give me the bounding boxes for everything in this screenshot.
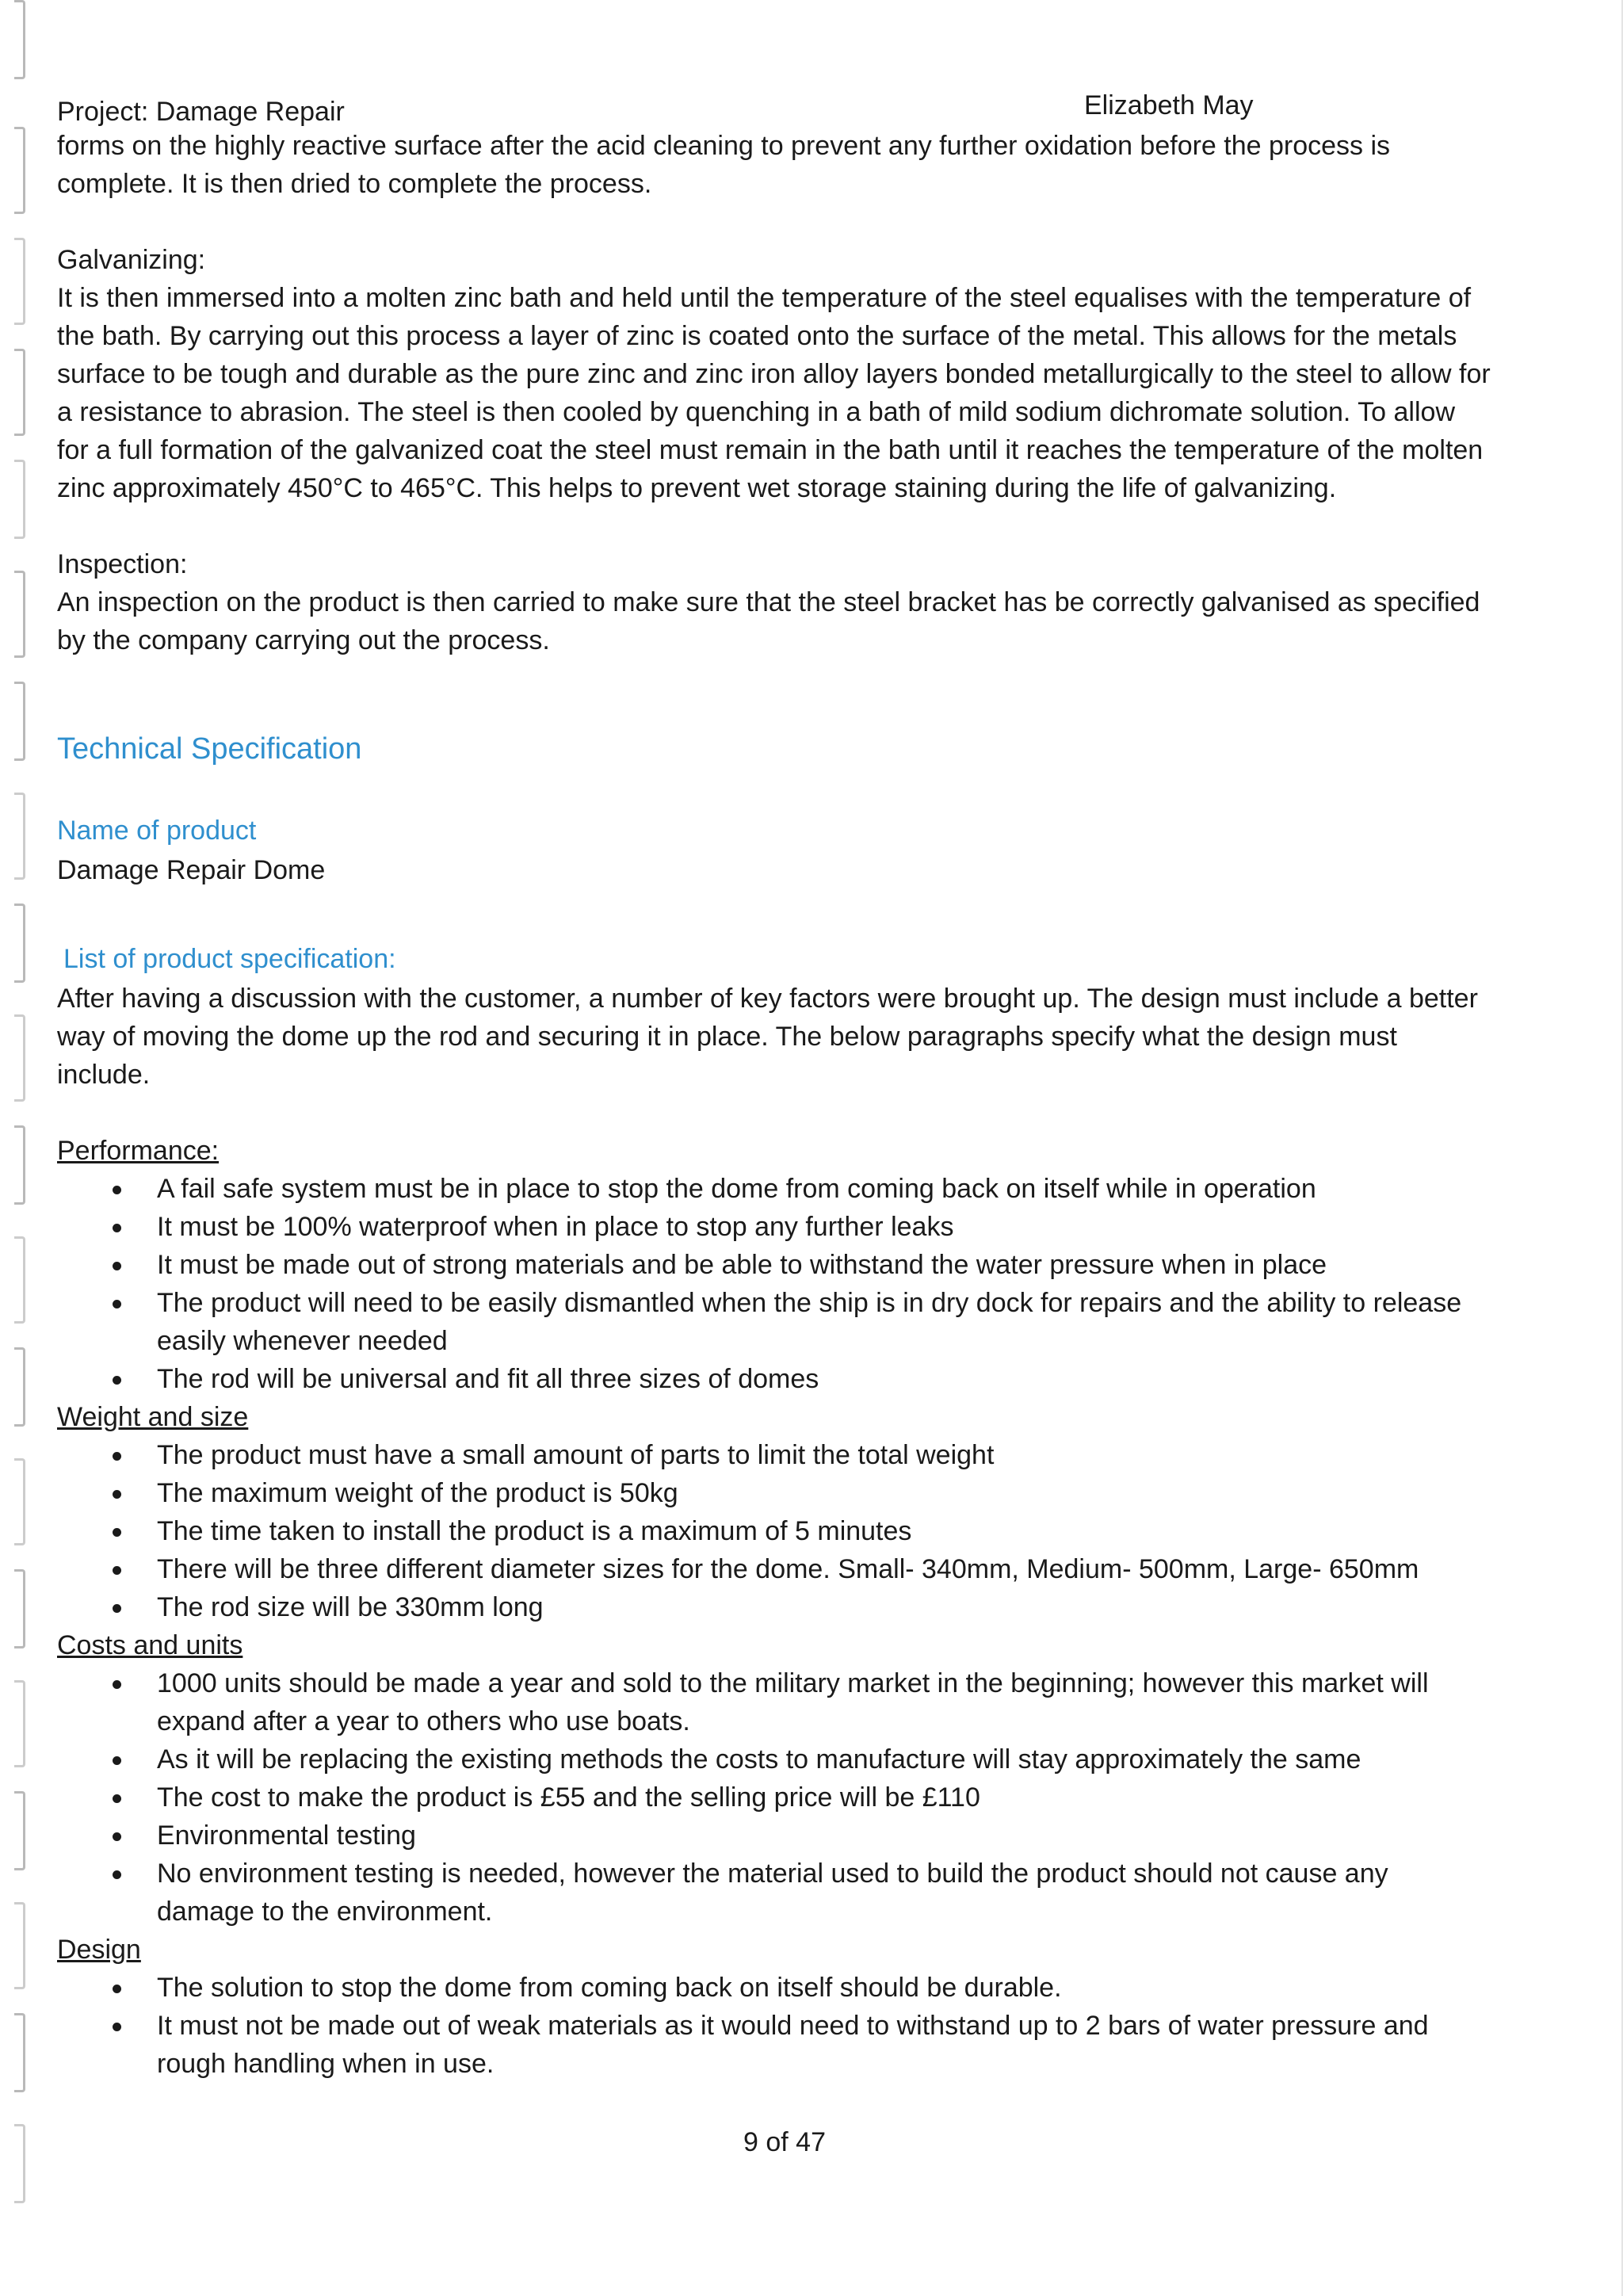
binder-hole-mark [14,571,25,658]
binder-hole-mark [14,682,25,761]
binding-margin [0,0,48,2296]
binder-hole-mark [14,1458,25,1545]
list-item: The cost to make the product is £55 and the selling price will be £110 [113,1778,1491,1817]
bullet-icon [113,1566,121,1575]
binder-hole-mark [14,1125,25,1205]
performance-heading: Performance: [57,1136,220,1166]
list-item: A fail safe system must be in place to stop the dome from coming back on itself while in operation [113,1170,1491,1208]
binder-hole-mark [14,460,25,539]
binder-hole-mark [14,2013,25,2092]
intro-paragraph: forms on the highly reactive surface after the acid cleaning to prevent any further oxidation before the process is complete. It is then dried to complete the process. [57,131,1391,199]
galvanizing-heading: Galvanizing: [57,245,206,275]
binder-hole-mark [14,1902,25,1989]
list-item: It must be 100% waterproof when in place to stop any further leaks [113,1208,1491,1246]
bullet-icon [113,1262,121,1270]
list-item: The rod will be universal and fit all three sizes of domes [113,1360,1491,1398]
binder-hole-mark [14,238,25,325]
weight-and-size-list [57,1436,1491,1626]
page-number: 9 of 47 [743,2127,826,2157]
bullet-icon [113,1756,121,1765]
bullet-icon [113,1452,121,1461]
list-item: The maximum weight of the product is 50kg [113,1474,1491,1512]
specification-intro: After having a discussion with the customer, a number of key factors were brought up. The design must include a better way of moving the dome up the rod and securing it in place. The below paragraphs specify what the design must include. [57,984,1478,1090]
list-item: As it will be replacing the existing methods the costs to manufacture will stay approximately the same [113,1740,1491,1778]
name-of-product-label: Name of product [57,816,257,846]
project-title: Project: Damage Repair [57,97,345,127]
bullet-icon [113,1490,121,1499]
list-item: The rod size will be 330mm long [113,1588,1491,1626]
bullet-icon [113,1680,121,1689]
bullet-icon [113,1300,121,1308]
list-item: The product will need to be easily dismantled when the ship is in dry dock for repairs and the ability to release easily whenever needed [113,1284,1491,1360]
bullet-icon [113,1186,121,1194]
bullet-icon [113,1870,121,1879]
binder-hole-mark [14,1680,25,1767]
bullet-icon [113,1604,121,1613]
inspection-paragraph: An inspection on the product is then carried to make sure that the steel bracket has be correctly galvanised as specified by the company carrying out the process. [57,587,1480,655]
list-item: It must be made out of strong materials and be able to withstand the water pressure when in place [113,1246,1491,1284]
bullet-icon [113,2023,121,2031]
list-item: There will be three different diameter sizes for the dome. Small- 340mm, Medium- 500mm, Large- 650mm [113,1550,1491,1588]
list-item: No environment testing is needed, however the material used to build the product should not cause any damage to the environment. [113,1855,1491,1931]
binder-hole-mark [14,904,25,983]
binder-hole-mark [14,1236,25,1324]
binder-hole-mark [14,1014,25,1102]
list-item: The time taken to install the product is a maximum of 5 minutes [113,1512,1491,1550]
product-specification-label: List of product specification: [63,944,396,974]
costs-and-units-list [57,1664,1491,1931]
binder-hole-mark [14,127,25,214]
bullet-icon [113,1985,121,1993]
performance-list [57,1170,1491,1398]
binder-hole-mark [14,349,25,436]
inspection-heading: Inspection: [57,549,188,579]
list-item: It must not be made out of weak materials as it would need to withstand up to 2 bars of water pressure and rough handling when in use. [113,2007,1491,2083]
technical-specification-heading: Technical Specification [57,732,362,766]
bullet-icon [113,1528,121,1537]
design-list [57,1969,1491,2083]
weight-and-size-heading: Weight and size [57,1402,249,1432]
costs-and-units-heading: Costs and units [57,1630,243,1660]
list-item: The product must have a small amount of parts to limit the total weight [113,1436,1491,1474]
design-heading: Design [57,1935,141,1965]
page-content [57,127,1491,2083]
bullet-icon [113,1224,121,1232]
list-item: The solution to stop the dome from coming back on itself should be durable. [113,1969,1491,2007]
list-item: 1000 units should be made a year and sold to the military market in the beginning; however this market will expand after a year to others who use boats. [113,1664,1491,1740]
bullet-icon [113,1376,121,1385]
galvanizing-paragraph: It is then immersed into a molten zinc bath and held until the temperature of the steel equalises with the temperature of the bath. By carrying out this process a layer of zinc is coated onto the surface of the metal. This allows for the metals surface to be tough and durable as the pure zinc and zinc iron alloy layers bonded metallurgically to the steel to allow for a resistance to abrasion. The steel is then cooled by quenching in a bath of mild sodium dichromate solution. To allow for a full formation of the galvanized coat the steel must remain in the bath until it reaches the temperature of the molten zinc approximately 450°C to 465°C. This helps to prevent wet storage staining during the life of galvanizing. [57,283,1491,503]
bullet-icon [113,1832,121,1841]
bullet-icon [113,1794,121,1803]
binder-hole-mark [14,1569,25,1648]
binder-hole-mark [14,1791,25,1870]
product-name: Damage Repair Dome [57,855,326,885]
binder-hole-mark [14,793,25,880]
binder-hole-mark [14,0,25,79]
author-name: Elizabeth May [1084,90,1254,120]
binder-hole-mark [14,1347,25,1427]
list-item: Environmental testing [113,1817,1491,1855]
